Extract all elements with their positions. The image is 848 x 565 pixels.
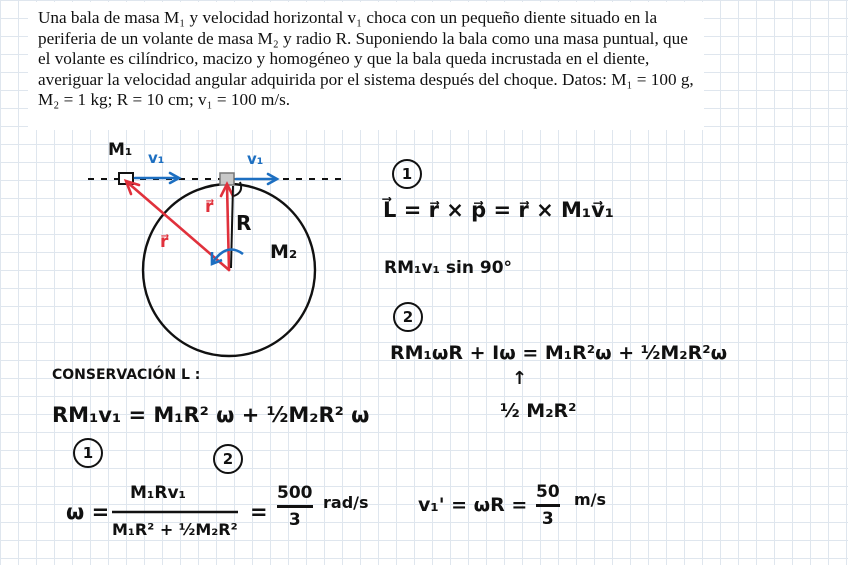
label-2-circle: 2 [213, 444, 243, 474]
v1-prime-fraction [536, 482, 560, 529]
step1-circle: 1 [392, 159, 422, 189]
omega-result-numerator: 500 [277, 483, 313, 503]
mass2-label: M₂ [270, 241, 298, 263]
conservation-equation: RM₁v₁ = M₁R² ω + ½M₂R² ω [52, 403, 370, 427]
omega-result-fraction [277, 483, 313, 530]
after-collision-equation: RM₁ωR + Iω = M₁R²ω + ½M₂R²ω [390, 342, 728, 364]
omega-unit: rad/s [323, 493, 369, 512]
v1-prime-unit: m/s [574, 490, 607, 509]
conservation-title: CONSERVACIÓN L : [52, 367, 201, 383]
omega-denominator: M₁R² + ½M₂R² [112, 520, 238, 539]
position-vector-long [127, 182, 229, 270]
v1-prime-denominator: 3 [541, 508, 554, 529]
v1-prime-equation: v₁' = ωR = [418, 494, 528, 516]
angular-momentum-equation: L⃗ = r⃗ × p⃗ = r⃗ × M₁v⃗₁ [383, 198, 614, 222]
v1-prime-numerator: 50 [536, 482, 560, 502]
omega-lhs: ω = [66, 500, 110, 524]
step2-circle: 2 [393, 302, 423, 332]
omega-numerator: M₁Rv₁ [130, 483, 186, 503]
omega-result-denominator: 3 [288, 509, 301, 530]
omega-equals: = [250, 500, 268, 524]
radius-line [231, 186, 233, 268]
v1-label-left: v₁ [148, 149, 165, 167]
moment-magnitude: RM₁v₁ sin 90° [384, 258, 513, 278]
mass1-label: M₁ [108, 140, 133, 160]
label-1-circle: 1 [73, 438, 103, 468]
omega-result-bar [277, 505, 313, 508]
v1-label-right: v₁ [247, 150, 264, 168]
inertia-arrow: ↑ [512, 368, 528, 389]
r-vector-left-label: r⃗ [160, 232, 169, 252]
v1-prime-bar [536, 504, 560, 507]
radius-label: R [236, 211, 252, 235]
position-vector-short [227, 185, 229, 270]
inertia-value: ½ M₂R² [500, 400, 577, 422]
r-vector-right-label: r⃗ [205, 197, 214, 217]
problem-text: Una bala de masa M₁ y velocidad horizontal v₁ choca con un pequeño diente situado en la periferia de un volante de masa M₂ y radio R. Suponiendo la bala como una masa puntual, que el volante es cilíndrico, macizo y homogéneo y que la bala queda incrustada en el diente, averiguar la velocidad angular adquirida por el sistema después del choque. Datos: M₁ = 100 g, M₂ = 1 kg; R = 10 cm; v₁ = 100 m/s. [38, 8, 694, 109]
